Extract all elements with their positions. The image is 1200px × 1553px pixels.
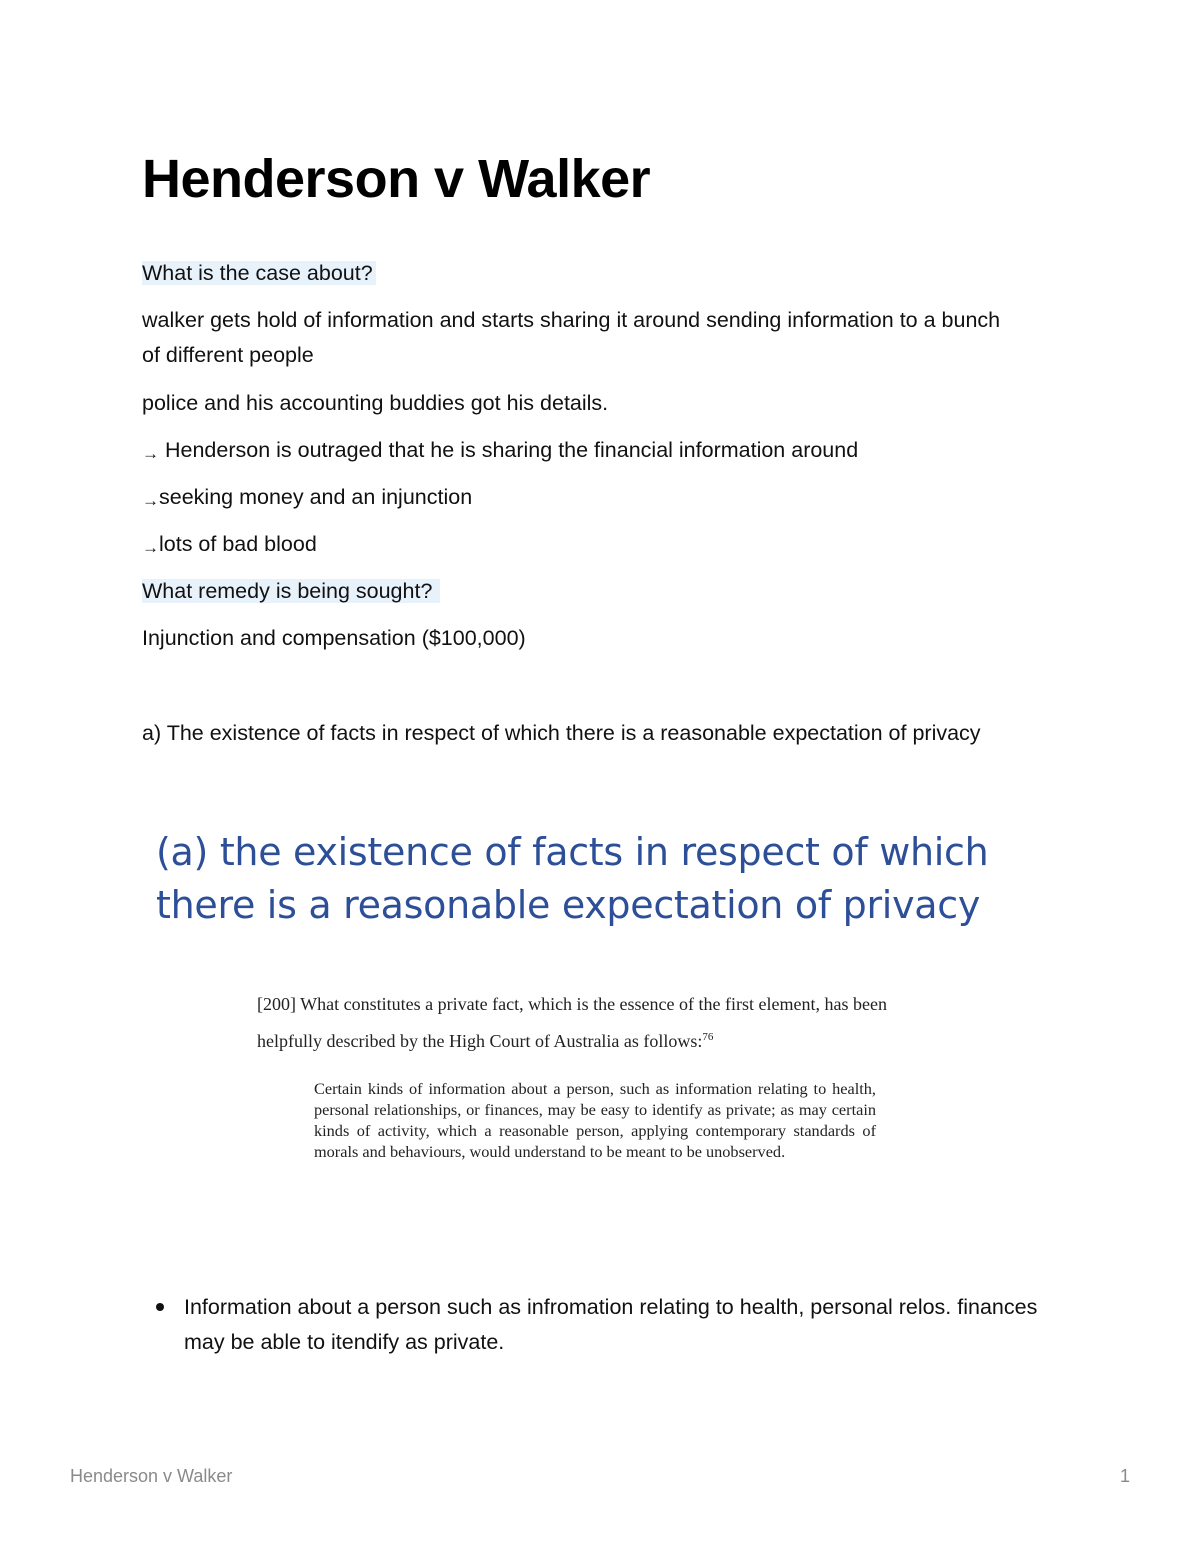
list-item-text: Information about a person such as infromation relating to health, personal relos. finances may be able to itendify as private. — [184, 1295, 1038, 1354]
arrow-item-text: Henderson is outraged that he is sharing the financial information around — [159, 438, 859, 462]
embedded-heading: (a) the existence of facts in respect of which there is a reasonable expectation of privacy — [156, 830, 989, 927]
arrow-item-text: lots of bad blood — [159, 532, 317, 556]
arrow-item-outraged — [142, 433, 1022, 469]
case-details: police and his accounting buddies got his details. — [142, 391, 609, 415]
footnote-marker: 76 — [702, 1031, 714, 1043]
arrow-icon: → — [142, 538, 159, 557]
remedy-answer: Injunction and compensation ($100,000) — [142, 626, 526, 650]
embedded-paragraph — [257, 988, 947, 1058]
list-item — [142, 1290, 1042, 1360]
page-title: Henderson v Walker — [142, 149, 651, 209]
bullet-icon — [156, 1303, 164, 1311]
question-highlight: What remedy is being sought? — [142, 579, 440, 603]
embedded-paragraph-text: [200] What constitutes a private fact, which is the essence of the first element, has been helpfully described by the High Court of Australia as follows: — [257, 994, 887, 1051]
arrow-item-bad-blood — [142, 527, 1022, 563]
arrow-item-text: seeking money and an injunction — [159, 485, 473, 509]
question-case-about — [142, 256, 1022, 291]
question-highlight: What is the case about? — [142, 261, 376, 285]
arrow-icon: → — [142, 491, 159, 510]
case-description: walker gets hold of information and starts sharing it around sending information to a bunch of different people — [142, 308, 1001, 367]
page-number: 1 — [1119, 1466, 1130, 1486]
embedded-quote: Certain kinds of information about a person, such as information relating to health, personal relationships, or finances, may be easy to identify as private; as may certain kinds of activity, which a reasonable person, applying contemporary standards of morals and behaviours, would understand to be meant to be unobserved. — [314, 1079, 876, 1161]
element-a-heading: a) The existence of facts in respect of which there is a reasonable expectation of privacy — [142, 721, 981, 745]
footer-title: Henderson v Walker — [70, 1466, 233, 1486]
question-remedy — [142, 574, 1022, 609]
bullet-list — [142, 1290, 1042, 1360]
arrow-item-seeking — [142, 480, 1022, 516]
arrow-icon: → — [142, 444, 159, 463]
